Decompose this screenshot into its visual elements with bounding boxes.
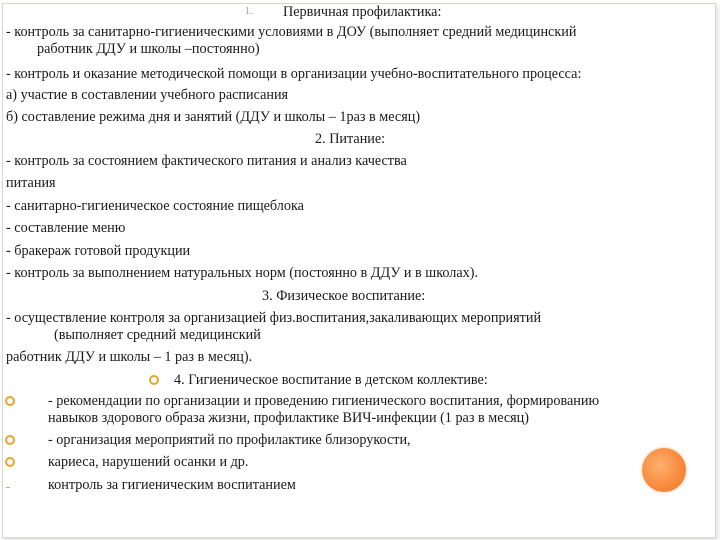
bullet-icon <box>149 375 159 385</box>
orange-circle-decoration <box>642 448 686 492</box>
list-item: - рекомендации по организации и проведению гигиенического воспитания, формированию <box>48 393 600 409</box>
text-line: питания <box>6 175 56 191</box>
heading-primary-prevention: Первичная профилактика: <box>283 4 442 20</box>
bullet-icon <box>5 435 15 445</box>
text-line: - контроль за состоянием фактического питания и анализ качества <box>6 153 407 169</box>
text-line: - контроль за санитарно-гигиеническими условиями в ДОУ (выполняет средний медицинский <box>6 24 577 40</box>
text-line: - составление меню <box>6 220 126 236</box>
list-item: контроль за гигиеническим воспитанием <box>48 477 296 493</box>
text-line: - контроль и оказание методической помощи в организации учебно-воспитательного процесса: <box>6 66 582 82</box>
list-item: - организация мероприятий по профилактике близорукости, <box>48 432 411 448</box>
bullet-icon <box>5 457 15 467</box>
text-line: (выполняет средний медицинский <box>54 327 261 343</box>
heading-nutrition: 2. Питание: <box>315 131 386 147</box>
heading-physical-education: 3. Физическое воспитание: <box>262 288 426 304</box>
text-line: - контроль за выполнением натуральных норм (постоянно в ДДУ и в школах). <box>6 265 479 281</box>
text-line: - бракераж готовой продукции <box>6 243 191 259</box>
item-number: 1. <box>245 6 253 17</box>
dash-marker-icon <box>6 487 10 488</box>
list-item: кариеса, нарушений осанки и др. <box>48 454 249 470</box>
list-number <box>245 2 253 20</box>
bullet-icon <box>5 396 15 406</box>
text-line: а) участие в составлении учебного расписания <box>6 87 289 103</box>
text-line: работник ДДУ и школы – 1 раз в месяц). <box>6 349 253 365</box>
list-item-continuation: навыков здорового образа жизни, профилактике ВИЧ-инфекции (1 раз в месяц) <box>48 410 530 426</box>
heading-hygiene-education: 4. Гигиеническое воспитание в детском коллективе: <box>174 372 488 388</box>
text-line: работник ДДУ и школы –постоянно) <box>37 41 260 57</box>
text-line: б) составление режима дня и занятий (ДДУ и школы – 1раз в месяц) <box>6 109 421 125</box>
text-line: - осуществление контроля за организацией физ.воспитания,закаливающих мероприятий <box>6 310 542 326</box>
text-line: - санитарно-гигиеническое состояние пищеблока <box>6 198 304 214</box>
